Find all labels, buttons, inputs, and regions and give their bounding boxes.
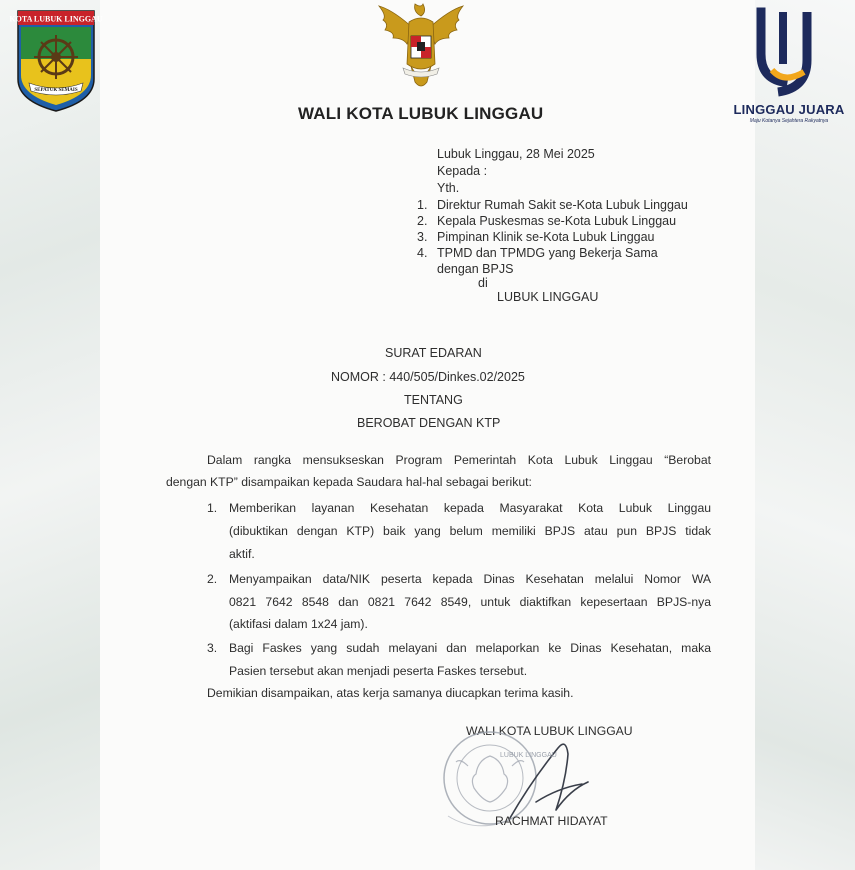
point-line: aktif. [229,547,255,561]
point-number: 1. [207,501,218,515]
doc-subject: BEROBAT DENGAN KTP [357,416,501,430]
recipient-item: TPMD dan TPMDG yang Bekerja Sama [437,246,658,260]
recipient-number: 3. [417,230,428,244]
letter-sheet [100,0,755,870]
brand-name: LINGGAU JUARA [733,102,845,117]
signer-title: WALI KOTA LUBUK LINGGAU [466,724,633,738]
recipient-number: 1. [417,198,428,212]
point-line: (aktifasi dalam 1x24 jam). [229,617,368,631]
recipient-item: Kepala Puskesmas se-Kota Lubuk Linggau [437,214,677,228]
recipient-item-continued: dengan BPJS [437,262,514,276]
point-line: Menyampaikan data/NIK peserta kepada Dinas Kesehatan melalui Nomor WA [229,572,711,586]
brand-tagline: Maju Kotanya Sejahtera Rakyatnya [749,118,829,124]
background-right [755,0,855,870]
letter-heading: WALI KOTA LUBUK LINGGAU [298,104,544,123]
intro-line: Dalam rangka mensukseskan Program Pemerintah Kota Lubuk Linggau “Berobat [207,453,711,467]
city-emblem-logo [9,9,103,113]
doc-type: SURAT EDARAN [385,346,482,360]
signer-name: RACHMAT HIDAYAT [495,814,608,828]
to-label: Kepada : [437,164,488,178]
stamp-text: LUBUK LINGGAU [500,752,557,759]
point-line: Pasien tersebut akan menjadi peserta Faskes tersebut. [229,664,528,678]
point-number: 2. [207,572,218,586]
point-line: (dibuktikan dengan KTP) baik yang belum memiliki BPJS atau pun BPJS tidak [229,524,711,538]
recipient-item: Direktur Rumah Sakit se-Kota Lubuk Linggau [437,198,688,212]
point-line: Bagi Faskes yang sudah melayani dan melaporkan ke Dinas Kesehatan, maka [229,641,711,655]
recipient-number: 4. [417,246,428,260]
destination: LUBUK LINGGAU [497,290,599,304]
closing-line: Demikian disampaikan, atas kerja samanya diucapkan terima kasih. [207,686,574,700]
doc-number: NOMOR : 440/505/Dinkes.02/2025 [331,370,525,384]
garuda-emblem [373,2,469,92]
point-line: 0821 7642 8548 dan 0821 7642 8549, untuk diaktifkan kepesertaan BPJS-nya [229,595,711,609]
recipient-item: Pimpinan Klinik se-Kota Lubuk Linggau [437,230,655,244]
linggau-juara-logo [728,8,850,130]
background-left [0,0,103,870]
di-label: di [478,276,488,290]
city-emblem-motto: SEPATUK SEMAIS [34,88,78,93]
recipient-number: 2. [417,214,428,228]
place-date: Lubuk Linggau, 28 Mei 2025 [437,147,595,161]
yth-label: Yth. [437,181,460,195]
city-emblem-text: KOTA LUBUK LINGGAU [9,14,103,24]
point-number: 3. [207,641,218,655]
about-label: TENTANG [404,393,463,407]
intro-line: dengan KTP” disampaikan kepada Saudara hal-hal sebagai berikut: [166,475,532,489]
point-line: Memberikan layanan Kesehatan kepada Masyarakat Kota Lubuk Linggau [229,501,711,515]
